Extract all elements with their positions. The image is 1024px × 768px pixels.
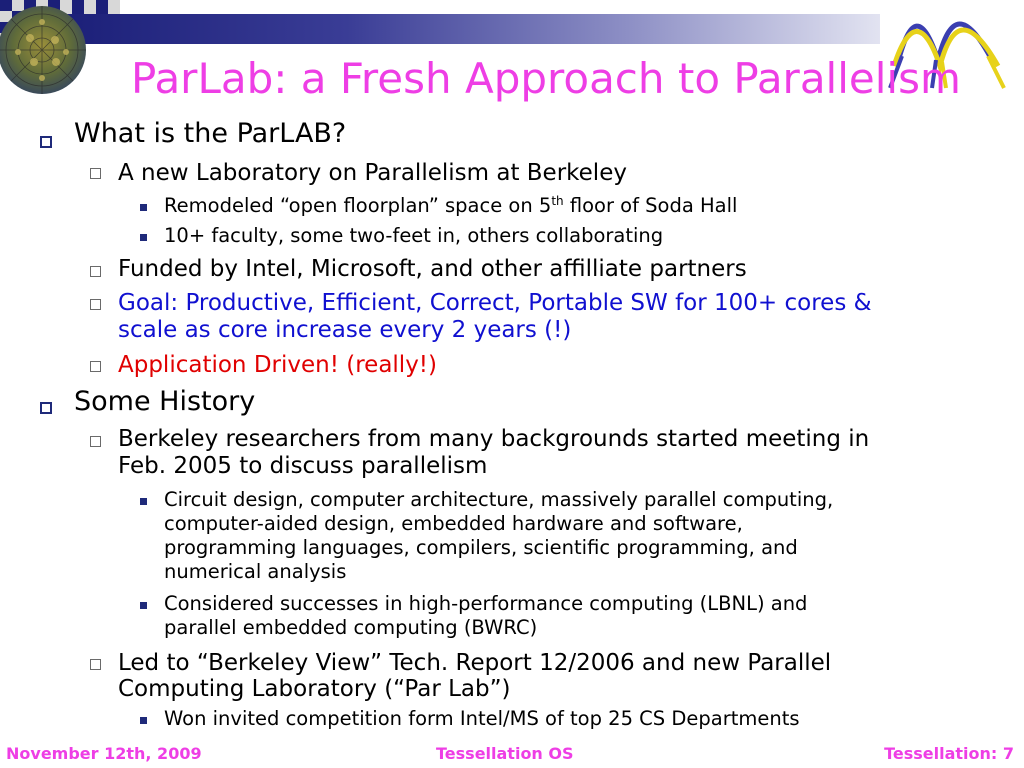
- small-square-bullet-icon: [90, 266, 101, 277]
- slide-footer: [0, 740, 1024, 768]
- bullet-new-laboratory: A new Laboratory on Parallelism at Berkeley: [118, 160, 627, 186]
- filled-square-bullet-icon: [140, 717, 147, 724]
- small-square-bullet-icon: [90, 361, 101, 372]
- remodeled-text-end: floor of Soda Hall: [563, 194, 738, 217]
- bullet-circuit-line-1: Circuit design, computer architecture, massively parallel computing,: [164, 488, 834, 511]
- small-square-bullet-icon: [90, 168, 101, 179]
- bullet-goal-line-1: Goal: Productive, Efficient, Correct, Portable SW for 100+ cores &: [118, 290, 872, 316]
- bullet-faculty: 10+ faculty, some two-feet in, others collaborating: [164, 224, 664, 247]
- bullet-remodeled-space: [164, 194, 737, 218]
- filled-square-bullet-icon: [140, 204, 147, 211]
- hollow-square-bullet-icon: [40, 136, 52, 148]
- header-band: [60, 14, 880, 44]
- bullet-what-is-parlab: What is the ParLAB?: [74, 118, 347, 149]
- escher-circle-logo: [0, 0, 100, 100]
- bullet-led-to-line-1: Led to “Berkeley View” Tech. Report 12/2006 and new Parallel: [118, 650, 832, 676]
- slide-title: ParLab: a Fresh Approach to Parallelism: [131, 54, 961, 103]
- bullet-some-history: Some History: [74, 386, 256, 417]
- hollow-square-bullet-icon: [40, 402, 52, 414]
- footer-date: November 12th, 2009: [6, 744, 202, 763]
- bullet-researchers-line-2: Feb. 2005 to discuss parallelism: [118, 453, 488, 479]
- bullet-won-competition: Won invited competition form Intel/MS of top 25 CS Departments: [164, 707, 800, 730]
- bullet-researchers-line-1: Berkeley researchers from many backgrounds started meeting in: [118, 426, 870, 452]
- remodeled-text: Remodeled “open floorplan” space on 5: [164, 194, 552, 217]
- footer-page-number: Tessellation: 7: [884, 744, 1014, 763]
- bullet-considered-line-1: Considered successes in high-performance computing (LBNL) and: [164, 592, 808, 615]
- bullet-application-driven: Application Driven! (really!): [118, 352, 438, 378]
- small-square-bullet-icon: [90, 299, 101, 310]
- bullet-funded: Funded by Intel, Microsoft, and other affilliate partners: [118, 256, 747, 282]
- bullet-led-to-line-2: Computing Laboratory (“Par Lab”): [118, 676, 511, 702]
- small-square-bullet-icon: [90, 436, 101, 447]
- filled-square-bullet-icon: [140, 498, 147, 505]
- footer-center-title: Tessellation OS: [436, 744, 574, 763]
- filled-square-bullet-icon: [140, 234, 147, 241]
- bullet-circuit-line-4: numerical analysis: [164, 560, 347, 583]
- bullet-circuit-line-2: computer-aided design, embedded hardware and software,: [164, 512, 743, 535]
- bullet-considered-line-2: parallel embedded computing (BWRC): [164, 616, 538, 639]
- filled-square-bullet-icon: [140, 602, 147, 609]
- bullet-goal-line-2: scale as core increase every 2 years (!): [118, 317, 572, 343]
- small-square-bullet-icon: [90, 659, 101, 670]
- bullet-circuit-line-3: programming languages, compilers, scientific programming, and: [164, 536, 798, 559]
- remodeled-superscript: th: [551, 194, 564, 208]
